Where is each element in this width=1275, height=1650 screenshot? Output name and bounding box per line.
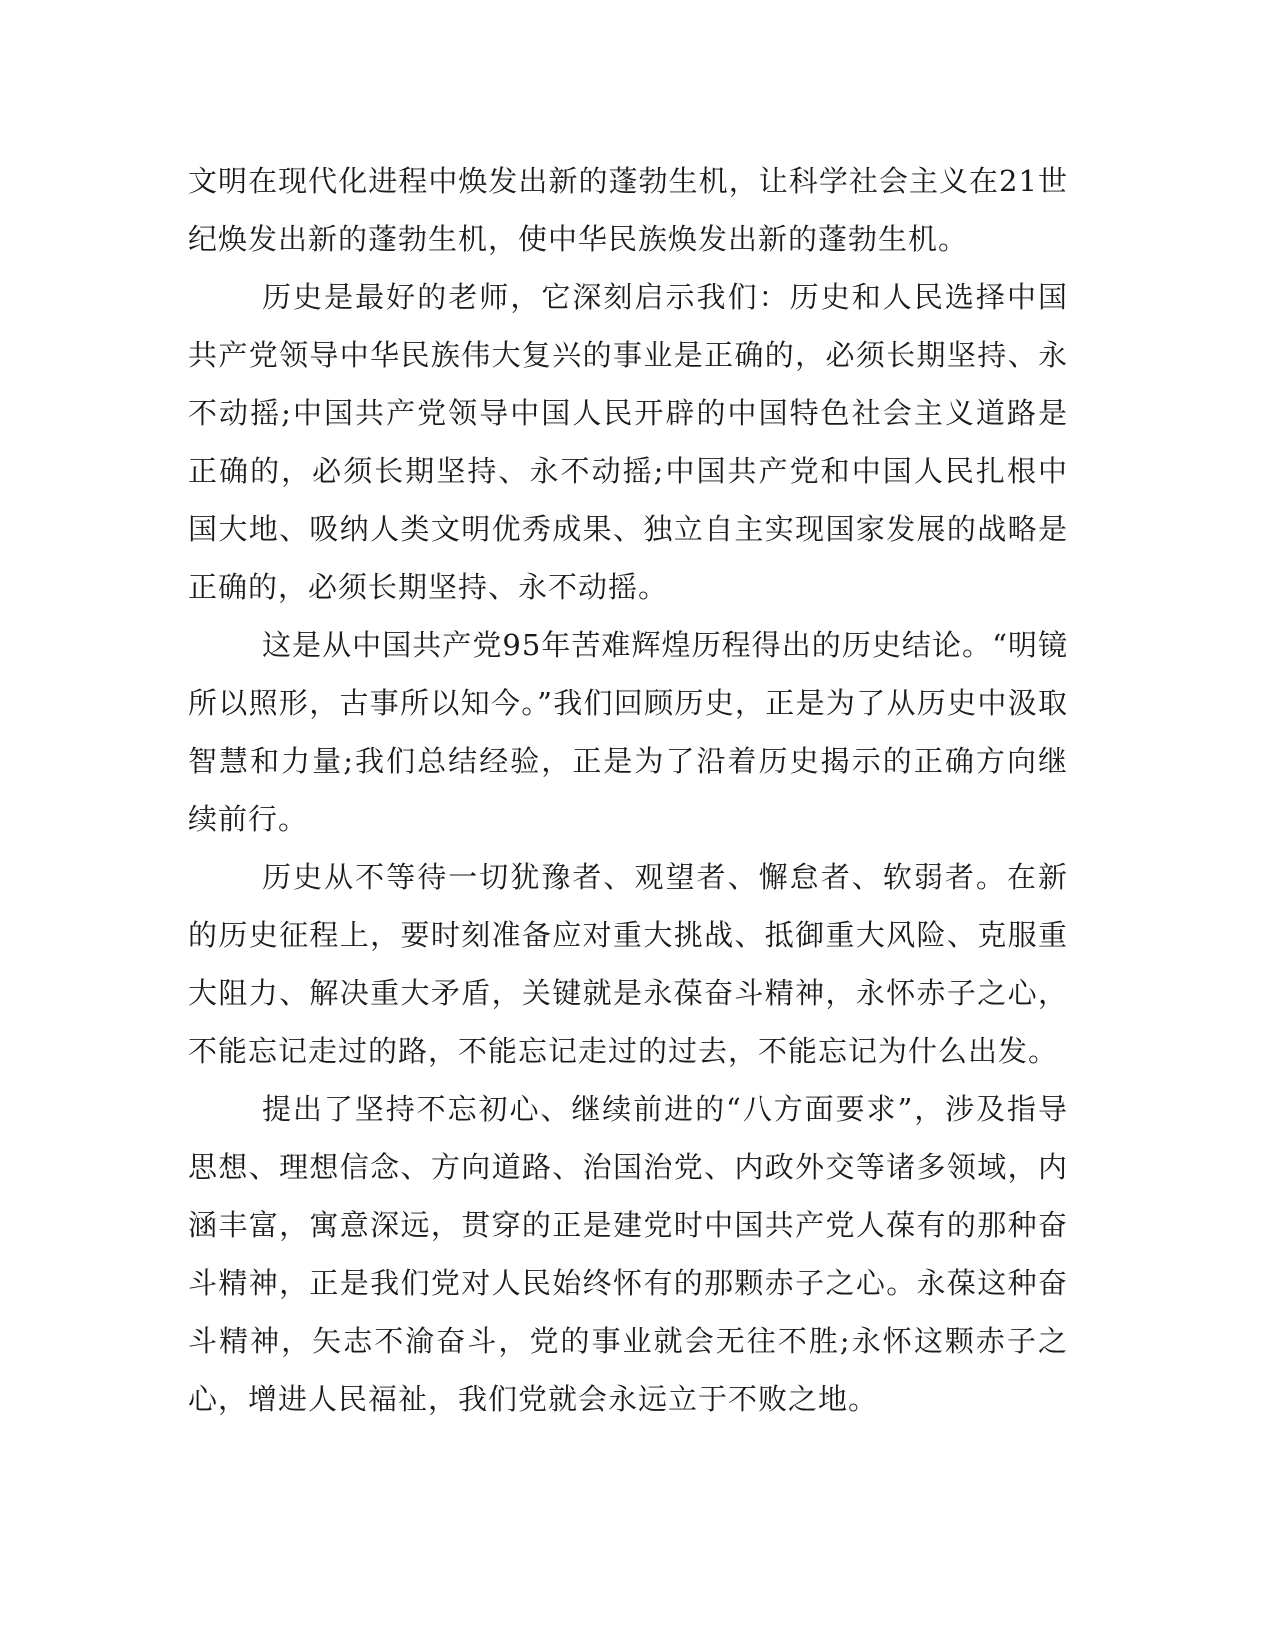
document-body <box>188 152 1068 1428</box>
paragraph-5: 提出了坚持不忘初心、继续前进的“八方面要求”，涉及指导思想、理想信念、方向道路、治国治党、内政外交等诸多领域，内涵丰富，寓意深远，贯穿的正是建党时中国共产党人葆有的那种奋斗精神，正是我们党对人民始终怀有的那颗赤子之心。永葆这种奋斗精神，矢志不渝奋斗，党的事业就会无往不胜;永怀这颗赤子之心，增进人民福祉，我们党就会永远立于不败之地。 <box>188 1092 1068 1416</box>
paragraph-3: 这是从中国共产党95年苦难辉煌历程得出的历史结论。“明镜所以照形，古事所以知今。”我们回顾历史，正是为了从历史中汲取智慧和力量;我们总结经验，正是为了沿着历史揭示的正确方向继续前行。 <box>188 628 1068 836</box>
paragraph-2: 历史是最好的老师，它深刻启示我们：历史和人民选择中国共产党领导中华民族伟大复兴的事业是正确的，必须长期坚持、永不动摇;中国共产党领导中国人民开辟的中国特色社会主义道路是正确的，必须长期坚持、永不动摇;中国共产党和中国人民扎根中国大地、吸纳人类文明优秀成果、独立自主实现国家发展的战略是正确的，必须长期坚持、永不动摇。 <box>188 280 1068 604</box>
paragraph-1: 文明在现代化进程中焕发出新的蓬勃生机，让科学社会主义在21世纪焕发出新的蓬勃生机，使中华民族焕发出新的蓬勃生机。 <box>188 164 1068 256</box>
paragraph-4: 历史从不等待一切犹豫者、观望者、懈怠者、软弱者。在新的历史征程上，要时刻准备应对重大挑战、抵御重大风险、克服重大阻力、解决重大矛盾，关键就是永葆奋斗精神，永怀赤子之心，不能忘记走过的路，不能忘记走过的过去，不能忘记为什么出发。 <box>188 860 1068 1068</box>
